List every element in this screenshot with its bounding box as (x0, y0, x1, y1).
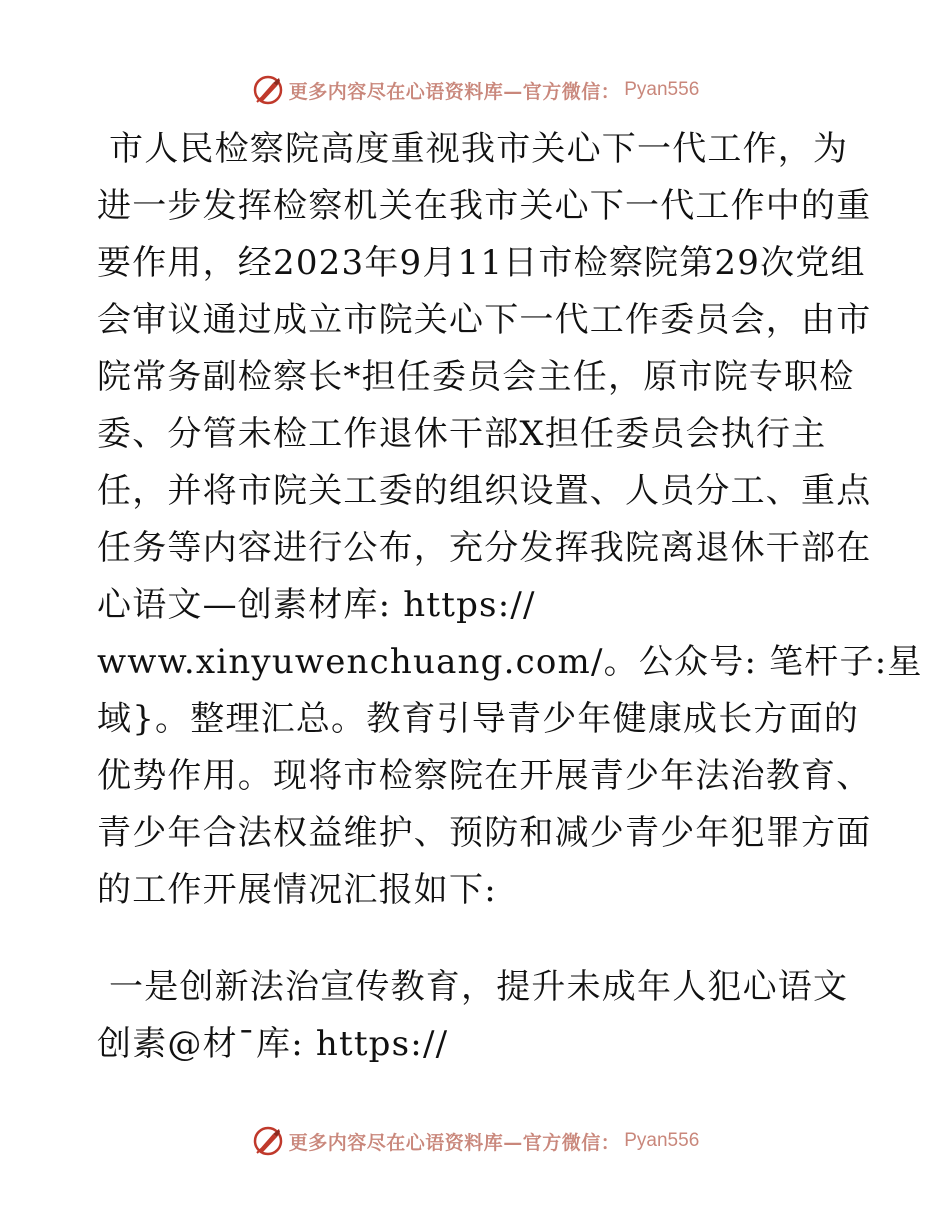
text-line: 进一步发挥检察机关在我市关心下一代工作中的重 (97, 186, 872, 226)
text-line: 委、分管未检工作退休干部X担任委员会执行主 (97, 414, 827, 454)
text-line: www.xinyuwenchuang.com/。公众号: 笔杆子:星 (97, 642, 923, 682)
quill-pen-logo-icon (251, 73, 285, 107)
text-line: 要作用，经2023年9月11日市检察院第29次党组 (97, 243, 866, 283)
text-line: 优势作用。现将市检察院在开展青少年法治教育、 (97, 756, 872, 796)
banner-wechat-id: Pyan556 (624, 1130, 700, 1151)
footer-banner (0, 1121, 950, 1161)
text-line: 创素@材¯库: https:// (97, 1024, 449, 1064)
text-line: 市人民检察院高度重视我市关心下一代工作，为 (97, 129, 849, 169)
banner-text: 更多内容尽在心语资料库—官方微信： (288, 80, 621, 103)
paragraph-gap (97, 923, 857, 963)
text-line: 会审议通过成立市院关心下一代工作委员会，由市 (97, 300, 872, 340)
text-line: 一是创新法治宣传教育，提升未成年人犯心语文 (97, 967, 849, 1007)
text-line: 院常务副检察长*担任委员会主任，原市院专职检 (97, 357, 855, 397)
document-body (97, 125, 923, 1077)
text-line: 任务等内容进行公布，充分发挥我院离退休干部在 (97, 528, 872, 568)
text-line: 的工作开展情况汇报如下: (97, 870, 497, 910)
text-line: 青少年合法权益维护、预防和减少青少年犯罪方面 (97, 813, 872, 853)
text-line: 心语文—创素材库: https:// (97, 585, 536, 625)
paragraph-2 (97, 963, 857, 1068)
banner-text: 更多内容尽在心语资料库—官方微信： (288, 1131, 621, 1154)
banner-wechat-id: Pyan556 (624, 79, 700, 100)
text-line: 任，并将市院关工委的组织设置、人员分工、重点 (97, 471, 872, 511)
quill-pen-logo-icon (251, 1124, 285, 1158)
header-banner (0, 70, 950, 110)
paragraph-1 (97, 125, 923, 914)
text-line: 域}。整理汇总。教育引导青少年健康成长方面的 (97, 699, 860, 739)
